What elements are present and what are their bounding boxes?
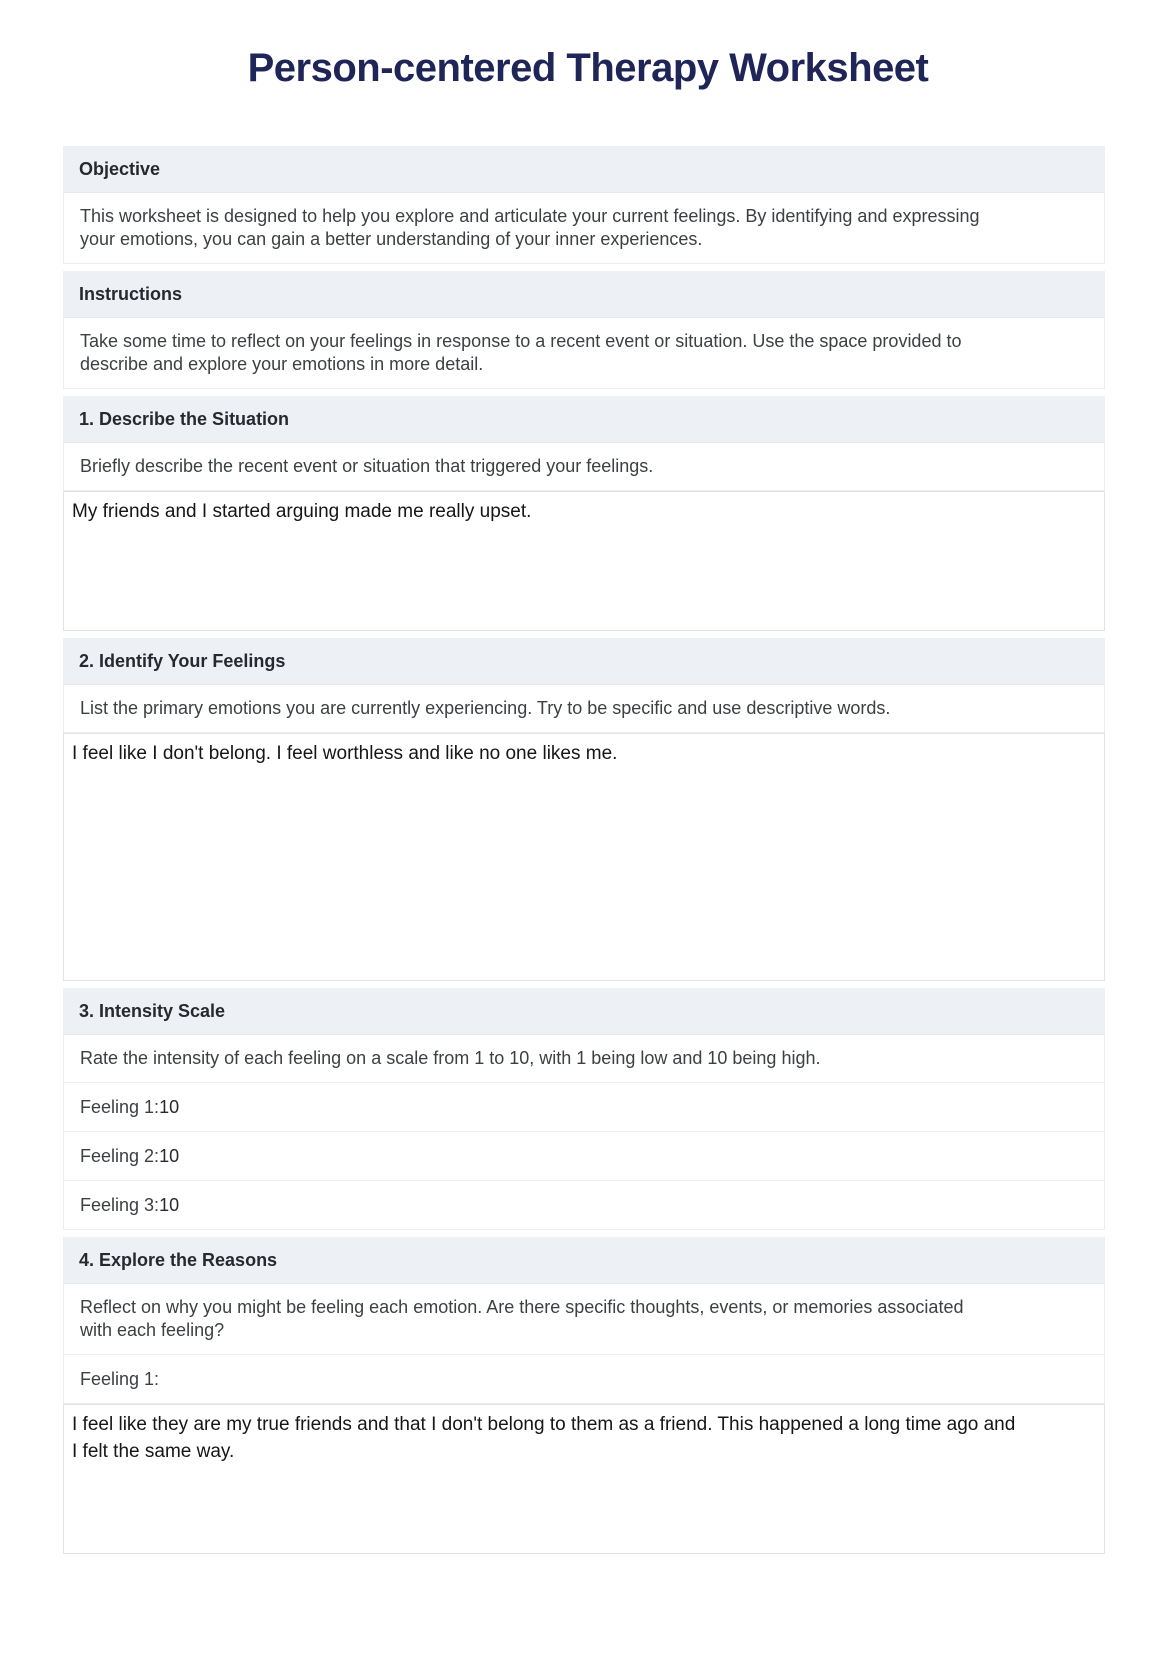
feeling-1-rating-value-field[interactable]: 10 <box>159 1097 180 1117</box>
section4-feeling-1-label: Feeling 1: <box>80 1369 160 1389</box>
section3-prompt-text: Rate the intensity of each feeling on a scale from 1 to 10, with 1 being low and 10 being high. <box>80 1048 821 1068</box>
section1-header: 1. Describe the Situation <box>63 396 1105 443</box>
section3-prompt-row <box>63 1035 1105 1083</box>
feeling-2-rating-value-field[interactable]: 10 <box>159 1146 180 1166</box>
situation-answer-field[interactable] <box>63 491 1105 631</box>
feeling-1-rating-row <box>63 1083 1105 1132</box>
feeling-2-rating-label: Feeling 2: <box>80 1146 160 1166</box>
section3-header: 3. Intensity Scale <box>63 988 1105 1035</box>
reasons-answer-text: I feel like they are my true friends and that I don't belong to them as a friend. This happened a long time ago and I felt the same way. <box>72 1414 1016 1462</box>
section1-prompt-text: Briefly describe the recent event or situation that triggered your feelings. <box>80 456 654 476</box>
section2-prompt-text: List the primary emotions you are currently experiencing. Try to be specific and use descriptive words. <box>80 698 891 718</box>
objective-body-text: This worksheet is designed to help you explore and articulate your current feelings. By identifying and expressing your emotions, you can gain a better understanding of your inner experiences. <box>80 206 980 249</box>
reasons-answer-field[interactable] <box>63 1404 1105 1554</box>
section2-header: 2. Identify Your Feelings <box>63 638 1105 685</box>
instructions-body-row <box>63 318 1105 389</box>
feeling-3-rating-value-field[interactable]: 10 <box>159 1195 180 1215</box>
section2-prompt-row <box>63 685 1105 733</box>
situation-answer-text: My friends and I started arguing made me really upset. <box>72 501 532 522</box>
section4-prompt-row <box>63 1284 1105 1355</box>
section1-prompt-row <box>63 443 1105 491</box>
instructions-header: Instructions <box>63 271 1105 318</box>
objective-body-row <box>63 193 1105 264</box>
feeling-1-rating-label: Feeling 1: <box>80 1097 160 1117</box>
section4-prompt-text: Reflect on why you might be feeling each emotion. Are there specific thoughts, events, or memories associated with each feeling? <box>80 1297 964 1340</box>
instructions-body-text: Take some time to reflect on your feelings in response to a recent event or situation. Use the space provided to describe and explore your emotions in more detail. <box>80 331 962 374</box>
worksheet-table <box>63 146 1105 1554</box>
feeling-3-rating-label: Feeling 3: <box>80 1195 160 1215</box>
section4-header: 4. Explore the Reasons <box>63 1237 1105 1284</box>
feelings-answer-text: I feel like I don't belong. I feel worthless and like no one likes me. <box>72 743 618 764</box>
feeling-3-rating-row <box>63 1181 1105 1230</box>
objective-header: Objective <box>63 146 1105 193</box>
feeling-2-rating-row <box>63 1132 1105 1181</box>
feelings-answer-field[interactable] <box>63 733 1105 981</box>
page-title: Person-centered Therapy Worksheet <box>247 46 929 90</box>
section4-feeling-1-row <box>63 1355 1105 1404</box>
